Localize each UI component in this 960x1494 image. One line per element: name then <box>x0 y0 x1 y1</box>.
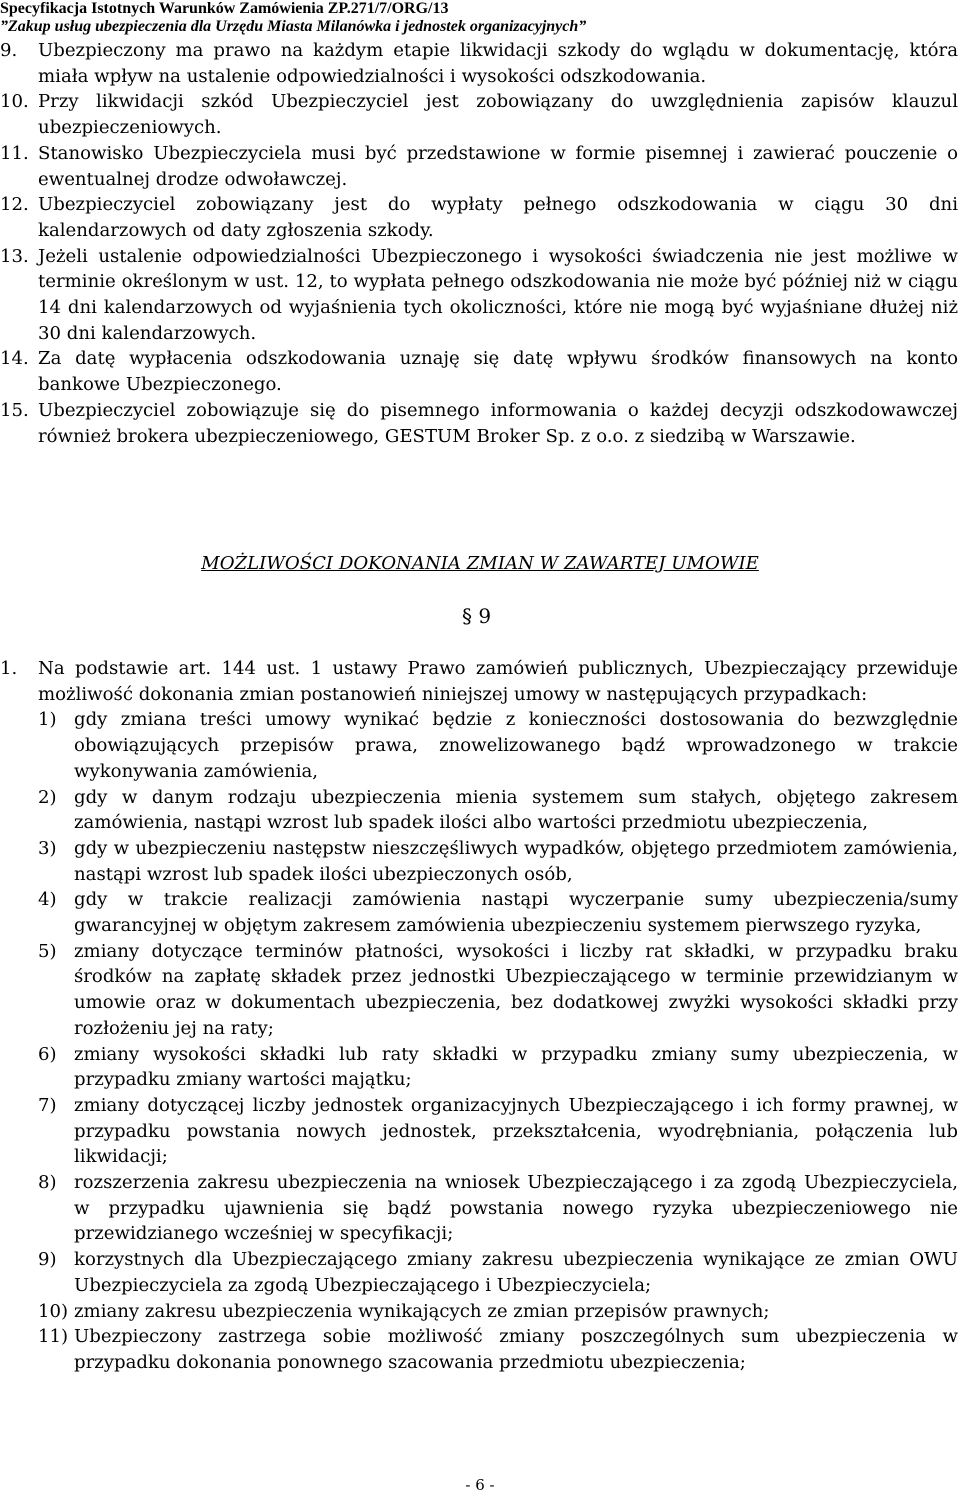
sub-text: gdy w ubezpieczeniu następstw nieszczęśliwych wypadków, objętego przedmiotem zamówienia, nastąpi wzrost lub spadek ilości ubezpieczonych osób, <box>74 837 958 885</box>
amendment-section <box>0 656 960 1376</box>
numbered-list <box>0 38 960 449</box>
document-header <box>0 0 586 36</box>
sub-number: 1) <box>38 709 57 731</box>
sub-item <box>38 939 960 1042</box>
sub-text: gdy w danym rodzaju ubezpieczenia mienia systemem sum stałych, objętego zakresem zamówienia, nastąpi wzrost lub spadek ilości albo wartości przedmiotu ubezpieczenia, <box>74 786 958 834</box>
item-number: 14. <box>0 348 29 370</box>
sub-item <box>38 887 960 938</box>
sub-number: 6) <box>38 1043 57 1065</box>
sub-item <box>38 1247 960 1298</box>
paragraph-sign: § 9 <box>462 604 492 628</box>
sub-item <box>38 707 960 784</box>
sub-number: 2) <box>38 786 57 808</box>
sub-text: gdy w trakcie realizacji zamówienia nastąpi wyczerpanie sumy ubezpieczenia/sumy gwarancyjnej w objętym zakresem zamówienia ubezpieczeniu systemem pierwszego ryzyka, <box>74 889 958 937</box>
sub-number: 3) <box>38 837 57 859</box>
list-item <box>0 346 960 397</box>
list-item <box>0 89 960 140</box>
list-item <box>0 192 960 243</box>
sub-text: zmiany wysokości składki lub raty składki w przypadku zmiany sumy ubezpieczenia, w przypadku zmiany wartości majątku; <box>74 1043 958 1091</box>
section-title: MOŻLIWOŚCI DOKONANIA ZMIAN W ZAWARTEJ UMOWIE <box>201 553 759 574</box>
header-subtitle: ”Zakup usług ubezpieczenia dla Urzędu Miasta Milanówka i jednostek organizacyjnych” <box>0 18 587 35</box>
item-text: Stanowisko Ubezpieczyciela musi być przedstawione w formie pisemnej i zawierać pouczenie o ewentualnej drodze odwoławczej. <box>38 142 958 190</box>
sub-item <box>38 785 960 836</box>
sub-item <box>38 836 960 887</box>
item-text: Za datę wypłacenia odszkodowania uznaję się datę wpływu środków finansowych na konto bankowe Ubezpieczonego. <box>38 348 958 396</box>
item-number: 12. <box>0 194 29 216</box>
sub-item <box>38 1042 960 1093</box>
item-number: 15. <box>0 399 29 421</box>
item-text: Ubezpieczony ma prawo na każdym etapie likwidacji szkody do wglądu w dokumentację, która miała wpływ na ustalenie odpowiedzialności i wysokości odszkodowania. <box>38 40 958 87</box>
sub-number: 11) <box>38 1326 69 1348</box>
item-text: Ubezpieczyciel zobowiązany jest do wypłaty pełnego odszkodowania w ciągu 30 dni kalendarzowych od daty zgłoszenia szkody. <box>38 194 958 241</box>
point-number: 1. <box>0 658 18 679</box>
point-item <box>0 656 960 707</box>
sub-text: zmiany dotyczącej liczby jednostek organizacyjnych Ubezpieczającego i ich formy prawnej, w przypadku powstania nowych jednostek, przekształcenia, wyodrębniania, połączenia lub likwidacji; <box>74 1094 958 1168</box>
item-number: 9. <box>0 40 18 61</box>
sub-item <box>38 1324 960 1375</box>
sub-number: 4) <box>38 889 57 911</box>
list-item <box>0 398 960 449</box>
sub-item <box>38 1093 960 1170</box>
item-text: Przy likwidacji szkód Ubezpieczyciel jest zobowiązany do uwzględnienia zapisów klauzul ubezpieczeniowych. <box>38 91 958 139</box>
sub-text: rozszerzenia zakresu ubezpieczenia na wniosek Ubezpieczającego i za zgodą Ubezpieczyciela, w przypadku ujawnienia się bądź powstania nowego ryzyka ubezpieczeniowego nie przewidzianego wcześniej w specyfikacji; <box>74 1172 958 1245</box>
sub-number: 7) <box>38 1094 57 1116</box>
item-number: 11. <box>0 142 29 164</box>
list-item <box>0 244 960 347</box>
point-text: Na podstawie art. 144 ust. 1 ustawy Prawo zamówień publicznych, Ubezpieczający przewiduje możliwość dokonania zmian postanowień niniejszej umowy w następujących przypadkach: <box>38 658 958 705</box>
sub-number: 10) <box>38 1300 69 1322</box>
item-text: Jeżeli ustalenie odpowiedzialności Ubezpieczonego i wysokości świadczenia nie jest możliwe w terminie określonym w ust. 12, to wypłata pełnego odszkodowania nie może być później niż w ciągu 14 dni kalendarzowych od wyjaśnienia tych okoliczności, które nie mogą być wyjaśniane dłużej niż 30 dni kalendarzowych. <box>38 245 958 344</box>
item-number: 10. <box>0 91 29 113</box>
list-item <box>0 38 960 89</box>
list-item <box>0 141 960 192</box>
sub-item <box>38 1170 960 1247</box>
sub-number: 8) <box>38 1172 57 1194</box>
sub-number: 5) <box>38 940 57 962</box>
sub-item <box>38 1299 960 1325</box>
sub-number: 9) <box>38 1249 57 1271</box>
page-number: - 6 - <box>465 1476 495 1494</box>
sub-text: Ubezpieczony zastrzega sobie możliwość zmiany poszczególnych sum ubezpieczenia w przypadku dokonania ponownego szacowania przedmiotu ubezpieczenia; <box>74 1326 958 1373</box>
item-text: Ubezpieczyciel zobowiązuje się do pisemnego informowania o każdej decyzji odszkodowawczej również brokera ubezpieczeniowego, GESTUM Broker Sp. z o.o. z siedzibą w Warszawie. <box>38 399 958 447</box>
header-title: Specyfikacja Istotnych Warunków Zamówienia ZP.271/7/ORG/13 <box>0 0 449 17</box>
sub-text: zmiany zakresu ubezpieczenia wynikających ze zmian przepisów prawnych; <box>74 1300 770 1322</box>
item-number: 13. <box>0 245 29 267</box>
sub-text: korzystnych dla Ubezpieczającego zmiany zakresu ubezpieczenia wynikające ze zmian OWU Ubezpieczyciela za zgodą Ubezpieczającego i Ubezpieczyciela; <box>74 1249 958 1296</box>
sub-text: gdy zmiana treści umowy wynikać będzie z konieczności dostosowania do bezwzględnie obowiązujących przepisów prawa, znowelizowanego bądź wprowadzonego w trakcie wykonywania zamówienia, <box>74 709 958 782</box>
sub-text: zmiany dotyczące terminów płatności, wysokości i liczby rat składki, w przypadku braku środków na zapłatę składek przez jednostki Ubezpieczającego w terminie przewidzianym w umowie oraz w dokumentach ubezpieczenia, bez dodatkowej zwyżki wysokości składki przy rozłożeniu jej na raty; <box>74 940 958 1039</box>
